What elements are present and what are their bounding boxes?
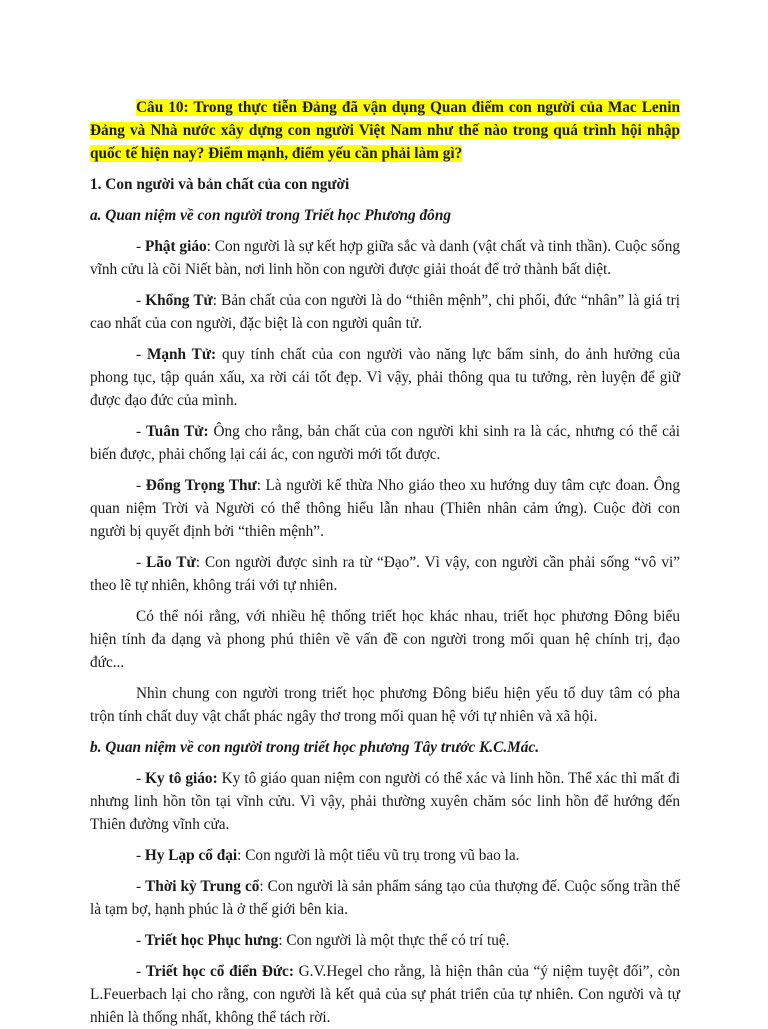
east-item-term: Đổng Trọng Thư	[145, 477, 257, 494]
west-item-term: Ky tô giáo:	[145, 770, 218, 787]
east-item-term: Phật giáo	[144, 238, 207, 255]
east-item-term: Mạnh Tử:	[146, 346, 217, 363]
west-item-text: G.V.Hegel cho rằng, là hiện thân của “ý niệm tuyệt đối”, còn L.Feuerbach lại cho rằng, con người là kết quả của sự phát triển của tự nhiên. Con người và tự nhiên là thống nhất, không thể tách rời.	[90, 963, 681, 1026]
east-item-term: Tuân Tử:	[146, 423, 209, 440]
east-item-text: quy tính chất của con người vào năng lực bẩm sinh, do ảnh hưởng của phong tục, tập quán xấu, xa rời cái tốt đẹp. Vì vậy, phải thông qua tu tưởng, rèn luyện để giữ được đạo đức của mình.	[90, 346, 680, 409]
east-item-text: Ông cho rằng, bản chất của con người khi sinh ra là các, nhưng có thể cải biến được, phải chống lại cái ác, con người mới tốt được.	[90, 423, 680, 463]
west-item-term: Triết học Phục hưng	[144, 932, 279, 949]
east-item: - Mạnh Tử: quy tính chất của con người vào năng lực bẩm sinh, do ảnh hưởng của phong tục, tập quán xấu, xa rời cái tốt đẹp. Vì vậy, phải thông qua tu tưởng, rèn luyện để giữ được đạo đức của mình.	[90, 346, 680, 409]
subsection-heading-east: a. Quan niệm về con người trong Triết học Phương đông	[90, 207, 451, 224]
east-item: - Khổng Tử: Bản chất của con người là do “thiên mệnh”, chi phối, đức “nhân” là giá trị cao nhất của con người, đặc biệt là con người quân tử.	[90, 292, 681, 332]
east-item-term: Lão Tử	[146, 554, 196, 571]
east-item: - Lão Tử: Con người được sinh ra từ “Đạo”. Vì vậy, con người cần phải sống “vô vi” theo lẽ tự nhiên, không trái với tự nhiên.	[90, 554, 681, 594]
east-item: - Phật giáo: Con người là sự kết hợp giữa sắc và danh (vật chất và tinh thần). Cuộc sống vĩnh cửu là cõi Niết bàn, nơi linh hồn con người được giải thoát để trở thành bất diệt.	[90, 238, 680, 278]
title-highlight	[90, 99, 680, 162]
body-paragraph: Có thể nói rằng, với nhiều hệ thống triết học khác nhau, triết học phương Đông biểu hiện tính đa dạng và phong phú thiên về vấn đề con người trong mối quan hệ chính trị, đạo đức...	[90, 608, 680, 671]
west-item-term: Triết học cổ điển Đức:	[145, 963, 294, 980]
east-item-text: Con người được sinh ra từ “Đạo”. Vì vậy, con người cần phải sống “vô vi” theo lẽ tự nhiên, không trái với tự nhiên.	[90, 554, 681, 594]
west-item: - Triết học Phục hưng: Con người là một thực thể có trí tuệ.	[136, 932, 510, 949]
question-text: Trong thực tiễn Đảng đã vận dụng Quan điểm con người của Mac Lenin Đảng và Nhà nước xây dựng con người Việt Nam như thế nào trong quá trình hội nhập quốc tế hiện nay? Điểm mạnh, điểm yếu cần phải làm gì?	[90, 99, 680, 162]
east-item: - Tuân Tử: Ông cho rằng, bản chất của con người khi sinh ra là các, nhưng có thể cải biến được, phải chống lại cái ác, con người mới tốt được.	[90, 423, 680, 463]
east-item: - Đổng Trọng Thư: Là người kế thừa Nho giáo theo xu hướng duy tâm cực đoan. Ông quan niệm Trời và Người có thể thông hiểu lẫn nhau (Thiên nhân cảm ứng). Cuộc đời con người bị quyết định bởi “thiên mệnh”.	[90, 477, 680, 540]
subsection-heading-west: b. Quan niệm về con người trong triết học phương Tây trước K.C.Mác.	[90, 739, 540, 756]
question-number: Câu 10:	[136, 99, 189, 116]
west-item: - Hy Lạp cổ đại: Con người là một tiểu vũ trụ trong vũ bao la.	[136, 847, 520, 864]
west-item-term: Hy Lạp cổ đại	[144, 847, 238, 864]
east-item-text: Là người kế thừa Nho giáo theo xu hướng duy tâm cực đoan. Ông quan niệm Trời và Người có thể thông hiểu lẫn nhau (Thiên nhân cảm ứng). Cuộc đời con người bị quyết định bởi “thiên mệnh”.	[90, 477, 680, 540]
west-item-text: Con người là sản phẩm sáng tạo của thượng đế. Cuộc sống trần thế là tạm bợ, hạnh phúc là ở thế giới bên kia.	[90, 878, 680, 918]
west-item: - Thời kỳ Trung cổ: Con người là sản phẩm sáng tạo của thượng đế. Cuộc sống trần thế là tạm bợ, hạnh phúc là ở thế giới bên kia.	[90, 878, 680, 918]
west-item-term: Thời kỳ Trung cổ	[145, 878, 260, 895]
west-item-text: Con người là một thực thể có trí tuệ.	[282, 932, 510, 949]
east-item-term: Khổng Tử	[145, 292, 213, 309]
west-item-text: Ky tô giáo quan niệm con người có thể xác và linh hồn. Thể xác thì mất đi nhưng linh hồn tồn tại vĩnh cửu. Vì vậy, phải thường xuyên chăm sóc linh hồn để hướng đến Thiên đường vĩnh cửa.	[90, 770, 680, 833]
question-title	[90, 96, 680, 165]
section-heading: 1. Con người và bản chất của con người	[90, 176, 350, 193]
east-item-text: Bản chất của con người là do “thiên mệnh”, chi phối, đức “nhân” là giá trị cao nhất của con người, đặc biệt là con người quân tử.	[90, 292, 681, 332]
body-paragraph: Nhìn chung con người trong triết học phương Đông biểu hiện yếu tố duy tâm có pha trộn tính chất duy vật chất phác ngây thơ trong mối quan hệ với tự nhiên và xã hội.	[90, 685, 680, 725]
west-item: - Triết học cổ điển Đức: G.V.Hegel cho rằng, là hiện thân của “ý niệm tuyệt đối”, còn L.Feuerbach lại cho rằng, con người là kết quả của sự phát triển của tự nhiên. Con người và tự nhiên là thống nhất, không thể tách rời.	[90, 963, 681, 1026]
west-item-text: Con người là một tiểu vũ trụ trong vũ bao la.	[241, 847, 520, 864]
west-item: - Ky tô giáo: Ky tô giáo quan niệm con người có thể xác và linh hồn. Thể xác thì mất đi nhưng linh hồn tồn tại vĩnh cửu. Vì vậy, phải thường xuyên chăm sóc linh hồn để hướng đến Thiên đường vĩnh cửa.	[90, 770, 680, 833]
east-item-text: Con người là sự kết hợp giữa sắc và danh (vật chất và tinh thần). Cuộc sống vĩnh cửu là cõi Niết bàn, nơi linh hồn con người được giải thoát để trở thành bất diệt.	[90, 238, 680, 278]
